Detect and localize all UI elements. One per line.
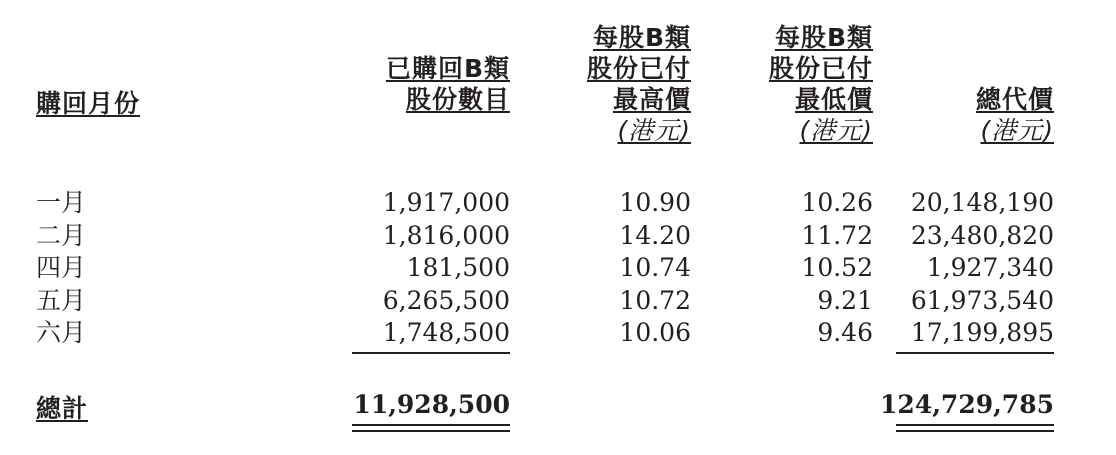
- total-shares: 11,928,500: [353, 390, 510, 419]
- subtotal-rule-shares: [352, 352, 510, 354]
- header-shares-line-1: 已購回B類: [385, 54, 510, 83]
- low-price-cell: 9.21: [817, 285, 873, 315]
- total-cell: 1,927,340: [926, 253, 1054, 282]
- table-body: [0, 187, 1116, 350]
- high-price-cell: 14.20: [619, 220, 691, 250]
- shares-cell: 1,816,000: [382, 220, 510, 250]
- double-rule-shares-bottom: [352, 430, 510, 432]
- subtotal-rule-total: [896, 352, 1054, 354]
- table-row: [0, 187, 1116, 220]
- total-cell: 23,480,820: [910, 220, 1054, 250]
- header-highest-line-1: 每股B類: [592, 23, 691, 52]
- low-price-cell: 10.52: [801, 253, 873, 282]
- header-highest-line-3: 最高價: [612, 85, 691, 114]
- month-cell: 六月: [36, 318, 87, 347]
- total-cell: 20,148,190: [910, 188, 1054, 217]
- low-price-cell: 9.46: [817, 318, 873, 347]
- double-rule-shares-top: [352, 424, 510, 426]
- header-lowest-line-3: 最低價: [794, 85, 873, 114]
- shares-cell: 1,917,000: [382, 188, 510, 217]
- header-highest-unit: (港元): [617, 116, 691, 145]
- header-total-line-1: 總代價: [975, 85, 1054, 114]
- table-row: [0, 285, 1116, 318]
- total-cell: 61,973,540: [910, 285, 1054, 315]
- table-row: [0, 220, 1116, 253]
- total-consideration: 124,729,785: [880, 390, 1054, 419]
- high-price-cell: 10.72: [619, 285, 691, 315]
- low-price-cell: 10.26: [801, 188, 873, 217]
- month-cell: 一月: [36, 188, 87, 217]
- header-shares: [386, 53, 510, 115]
- header-lowest-price: [769, 22, 873, 146]
- header-shares-line-2: 股份數目: [405, 85, 510, 114]
- month-cell: 二月: [36, 220, 87, 250]
- header-total-consideration: [976, 84, 1054, 146]
- shares-cell: 1,748,500: [382, 318, 510, 347]
- header-highest-price: [587, 22, 691, 146]
- header-month: 購回月份: [36, 89, 141, 118]
- total-cell: 17,199,895: [910, 318, 1054, 347]
- high-price-cell: 10.06: [619, 318, 691, 347]
- header-lowest-line-2: 股份已付: [768, 54, 873, 83]
- low-price-cell: 11.72: [801, 220, 873, 250]
- double-rule-total-top: [896, 424, 1054, 426]
- header-lowest-unit: (港元): [799, 116, 873, 145]
- header-highest-line-2: 股份已付: [586, 54, 691, 83]
- shares-cell: 181,500: [406, 253, 510, 282]
- table-row: [0, 252, 1116, 285]
- table-row: [0, 317, 1116, 350]
- shares-cell: 6,265,500: [382, 285, 510, 315]
- month-cell: 五月: [36, 285, 87, 315]
- double-rule-total-bottom: [896, 430, 1054, 432]
- high-price-cell: 10.74: [619, 253, 691, 282]
- header-total-unit: (港元): [980, 116, 1054, 145]
- high-price-cell: 10.90: [619, 188, 691, 217]
- total-label: 總計: [36, 394, 89, 423]
- header-lowest-line-1: 每股B類: [774, 23, 873, 52]
- month-cell: 四月: [36, 253, 87, 282]
